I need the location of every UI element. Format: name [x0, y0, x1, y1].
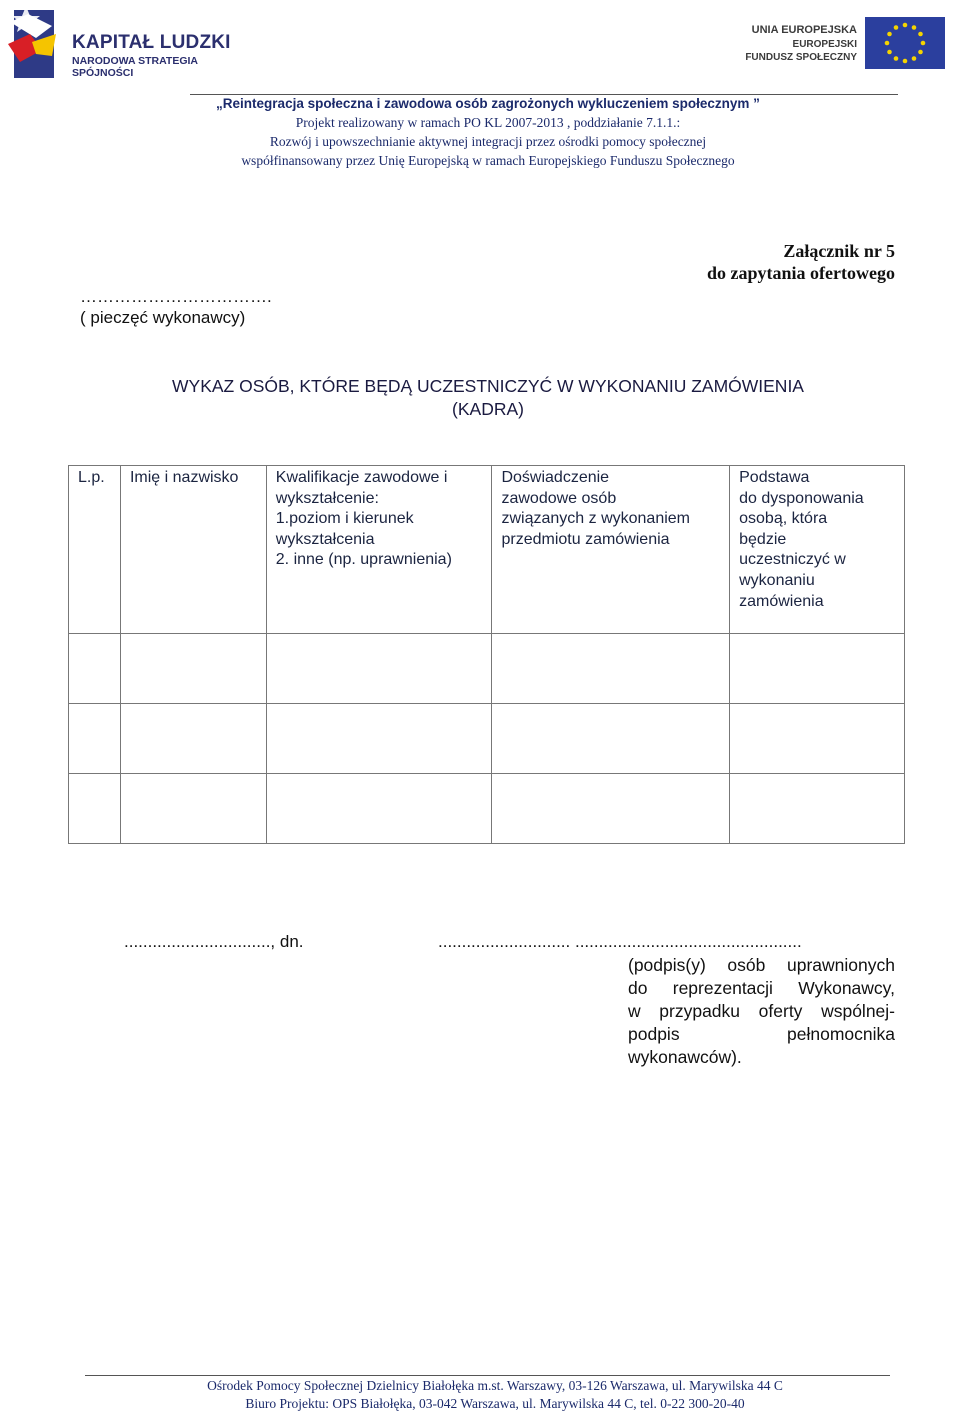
document-title-sub: (KADRA) — [452, 399, 524, 419]
table-cell[interactable] — [492, 704, 730, 774]
eu-logo-line2: EUROPEJSKI — [792, 39, 857, 50]
footer-line-2: Biuro Projektu: OPS Białołęka, 03-042 Warszawa, ul. Marywilska 44 C, tel. 0-22 300-20-40 — [245, 1396, 745, 1411]
header-cell-lp: L.p. — [69, 466, 121, 634]
eu-flag-icon — [865, 17, 945, 69]
project-line-2: Projekt realizowany w ramach PO KL 2007-2013 , poddziałanie 7.1.1.: — [295, 115, 681, 130]
header-cell-basis: Podstawa do dysponowania osobą, która będzie uczestniczyć w wykonaniu zamówienia — [730, 466, 905, 634]
logo-left-title: KAPITAŁ LUDZKI — [72, 32, 231, 53]
table-row — [69, 774, 905, 844]
kapital-ludzki-logo — [6, 4, 256, 80]
table-cell[interactable] — [730, 634, 905, 704]
eu-logo-line1: UNIA EUROPEJSKA — [751, 24, 857, 36]
stamp-label: ( pieczęć wykonawcy) — [80, 308, 246, 327]
stamp-dots: ……………………………. — [80, 287, 272, 306]
table-row — [69, 634, 905, 704]
attachment-subtitle: do zapytania ofertowego — [707, 263, 895, 283]
project-title: „Reintegracja społeczna i zawodowa osób zagrożonych wykluczeniem społecznym ” — [216, 96, 760, 111]
table-row — [69, 704, 905, 774]
table-header-row — [69, 466, 905, 634]
table-cell[interactable] — [730, 704, 905, 774]
header-cell-qualifications: Kwalifikacje zawodowe i wykształcenie: 1.poziom i kierunek wykształcenia 2. inne (np. uprawnienia) — [266, 466, 492, 634]
table-cell[interactable] — [492, 634, 730, 704]
footer-divider — [85, 1375, 890, 1376]
table-cell[interactable] — [492, 774, 730, 844]
header-divider — [190, 94, 898, 95]
table-cell[interactable] — [69, 774, 121, 844]
eu-logo-line3: FUNDUSZ SPOŁECZNY — [745, 52, 857, 63]
header-cell-experience: Doświadczenie zawodowe osób związanych z wykonaniem przedmiotu zamówienia — [492, 466, 730, 634]
footer-line-1: Ośrodek Pomocy Społecznej Dzielnicy Białołęka m.st. Warszawy, 03-126 Warszawa, ul. Marywilska 44 C — [207, 1378, 783, 1393]
table-cell[interactable] — [69, 704, 121, 774]
table-cell[interactable] — [730, 774, 905, 844]
table-cell[interactable] — [266, 774, 492, 844]
table-cell[interactable] — [266, 634, 492, 704]
signature-dots: ............................ ................................................ — [438, 932, 802, 951]
table-cell[interactable] — [266, 704, 492, 774]
logo-left-subtitle: NARODOWA STRATEGIA SPÓJNOŚCI — [72, 55, 198, 79]
project-line-4: współfinansowany przez Unię Europejską w ramach Europejskiego Funduszu Społecznego — [241, 153, 735, 168]
table-cell[interactable] — [69, 634, 121, 704]
attachment-number: Załącznik nr 5 — [783, 241, 895, 261]
signature-note: (podpis(y) osób uprawnionych do reprezentacji Wykonawcy, w przypadku oferty wspólnej- podpis pełnomocnika wykonawców). — [628, 955, 895, 1067]
staff-table — [68, 465, 905, 844]
table-cell[interactable] — [120, 774, 266, 844]
kapital-ludzki-emblem-icon — [6, 4, 66, 80]
signature-date: ..............................., dn. — [124, 932, 304, 951]
header-cell-name: Imię i nazwisko — [120, 466, 266, 634]
eu-logo — [740, 14, 950, 74]
project-line-3: Rozwój i upowszechnianie aktywnej integracji przez ośrodki pomocy społecznej — [269, 134, 707, 149]
table-cell[interactable] — [120, 634, 266, 704]
document-title: WYKAZ OSÓB, KTÓRE BĘDĄ UCZESTNICZYĆ W WYKONANIU ZAMÓWIENIA — [172, 376, 804, 396]
table-cell[interactable] — [120, 704, 266, 774]
